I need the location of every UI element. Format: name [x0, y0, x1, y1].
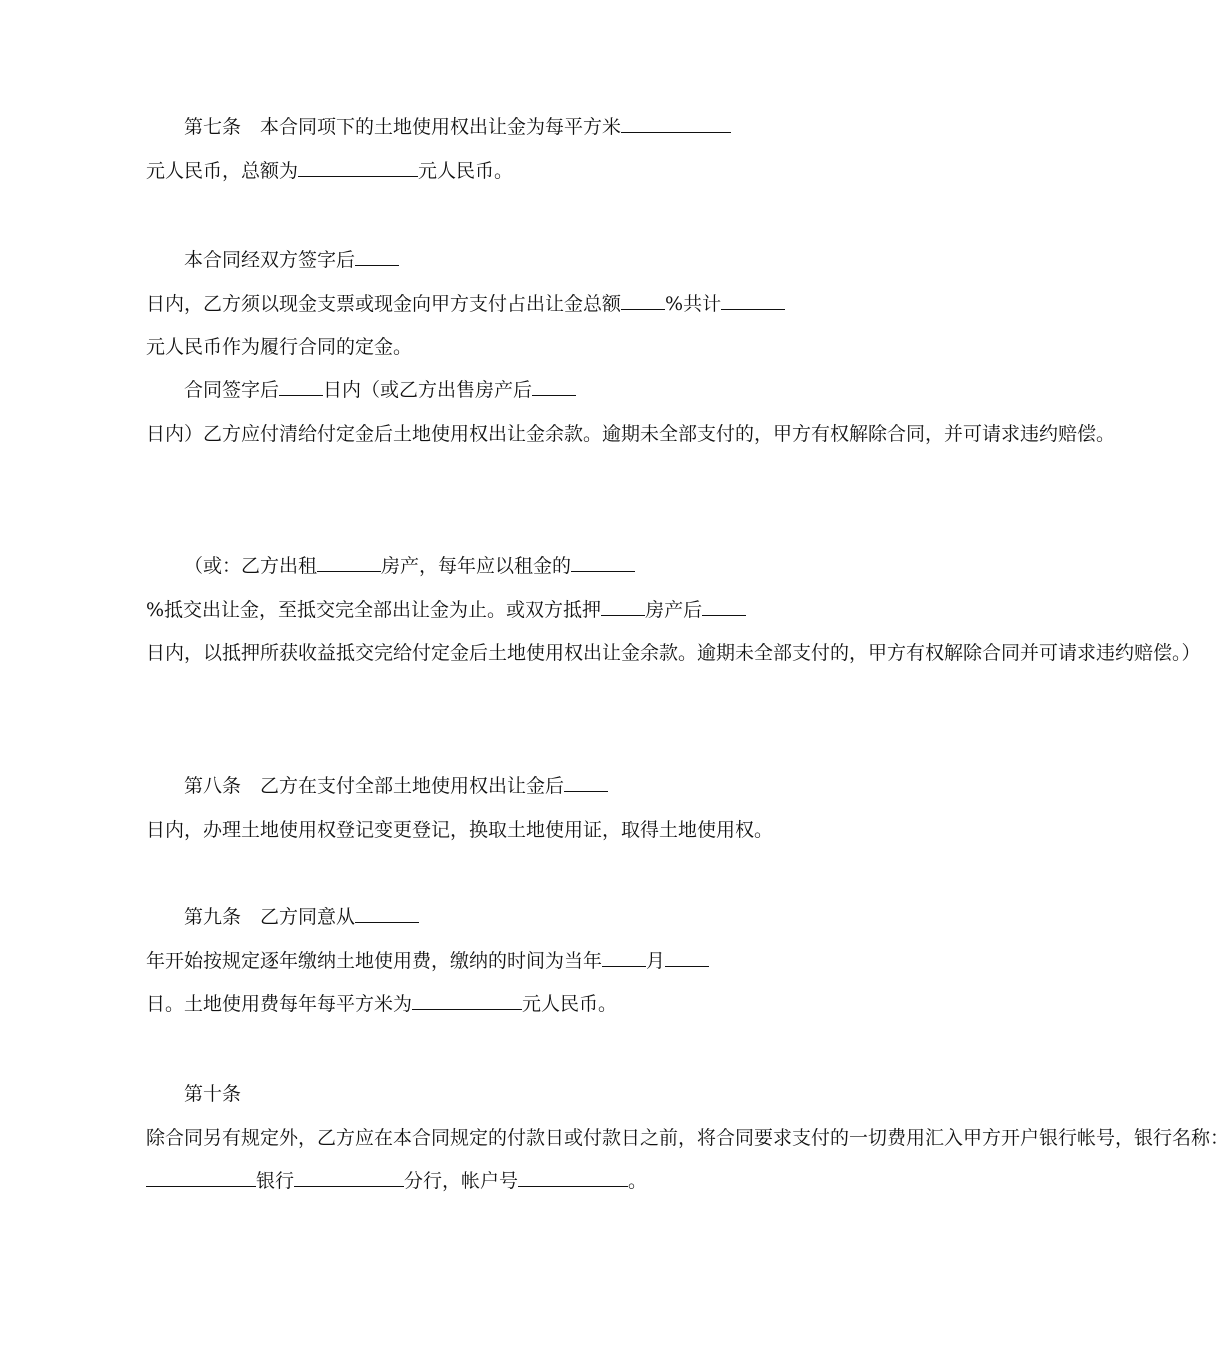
clause-text: 元人民币，总额为 — [146, 159, 299, 182]
clause-label: 第七条 — [184, 116, 242, 138]
blank-field[interactable] — [294, 1167, 404, 1187]
clause-label: 第九条 — [184, 906, 242, 928]
blank-field[interactable] — [571, 552, 635, 572]
blank-field[interactable] — [702, 596, 746, 616]
clause-text: 元人民币作为履行合同的定金。 — [146, 336, 413, 358]
blank-field[interactable] — [665, 947, 709, 967]
clause-text: 合同签字后 — [184, 379, 280, 401]
blank-field[interactable] — [412, 990, 522, 1010]
clause-text: 年开始按规定逐年缴纳土地使用费，缴纳的时间为当年 — [146, 949, 603, 972]
clause-text: 房产，每年应以租金的 — [381, 555, 572, 577]
clause-label: 第八条 — [184, 775, 242, 797]
clause-text: 日。土地使用费每年每平方米为 — [146, 993, 413, 1015]
blank-field[interactable] — [146, 1167, 256, 1187]
blank-field[interactable] — [355, 903, 419, 923]
clause-text: 日内）乙方应付清给付定金后土地使用权出让金余款。逾期未全部支付的，甲方有权解除合同，并可请求违约赔偿。 — [146, 422, 1116, 445]
clause-text: 日内，以抵押所获收益抵交完给付定金后土地使用权出让金余款。逾期未全部支付的，甲方有权解除合同并可请求违约赔偿。） — [146, 642, 1201, 664]
clause-9 — [146, 896, 808, 1027]
clause-balance — [146, 369, 1116, 456]
clause-text: 乙方在支付全部土地使用权出让金后 — [260, 775, 565, 797]
clause-text: 。 — [628, 1170, 648, 1192]
clause-text: 本合同项下的土地使用权出让金为每平方米 — [260, 116, 622, 138]
blank-field[interactable] — [621, 290, 665, 310]
clause-7 — [146, 106, 808, 193]
blank-field[interactable] — [721, 290, 785, 310]
clause-text: 日内，乙方须以现金支票或现金向甲方支付占出让金总额 — [146, 292, 622, 315]
clause-text: 乙方同意从 — [260, 906, 356, 928]
blank-field[interactable] — [355, 246, 399, 266]
blank-field[interactable] — [532, 376, 576, 396]
clause-text: 房产后 — [645, 598, 703, 621]
blank-field[interactable] — [564, 772, 608, 792]
clause-label: 第十条 — [184, 1083, 242, 1105]
clause-text: 日内（或乙方出售房产后 — [323, 379, 533, 401]
clause-text: 日内，办理土地使用权登记变更登记，换取土地使用证，取得土地使用权。 — [146, 818, 774, 841]
clause-text: （或：乙方出租 — [184, 555, 318, 577]
blank-field[interactable] — [518, 1167, 628, 1187]
clause-text: %抵交出让金，至抵交完全部出让金为止。或双方抵押 — [146, 598, 602, 621]
clause-text: 元人民币。 — [418, 159, 514, 182]
blank-field[interactable] — [602, 947, 646, 967]
clause-8 — [146, 765, 808, 852]
clause-10 — [146, 1073, 1229, 1204]
clause-text: 元人民币。 — [522, 993, 618, 1015]
blank-field[interactable] — [621, 113, 731, 133]
clause-text: %共计 — [665, 292, 722, 315]
clause-text: 分行，帐户号 — [404, 1170, 519, 1192]
clause-deposit — [146, 239, 808, 370]
clause-text: 银行 — [256, 1170, 295, 1192]
clause-alternative — [146, 545, 1201, 676]
blank-field[interactable] — [279, 376, 323, 396]
blank-field[interactable] — [601, 596, 645, 616]
clause-text: 除合同另有规定外，乙方应在本合同规定的付款日或付款日之前，将合同要求支付的一切费用汇入甲方开户银行帐号，银行名称： — [146, 1126, 1229, 1149]
blank-field[interactable] — [298, 157, 418, 177]
clause-text: 月 — [646, 949, 666, 972]
clause-text: 本合同经双方签字后 — [184, 249, 356, 271]
blank-field[interactable] — [317, 552, 381, 572]
